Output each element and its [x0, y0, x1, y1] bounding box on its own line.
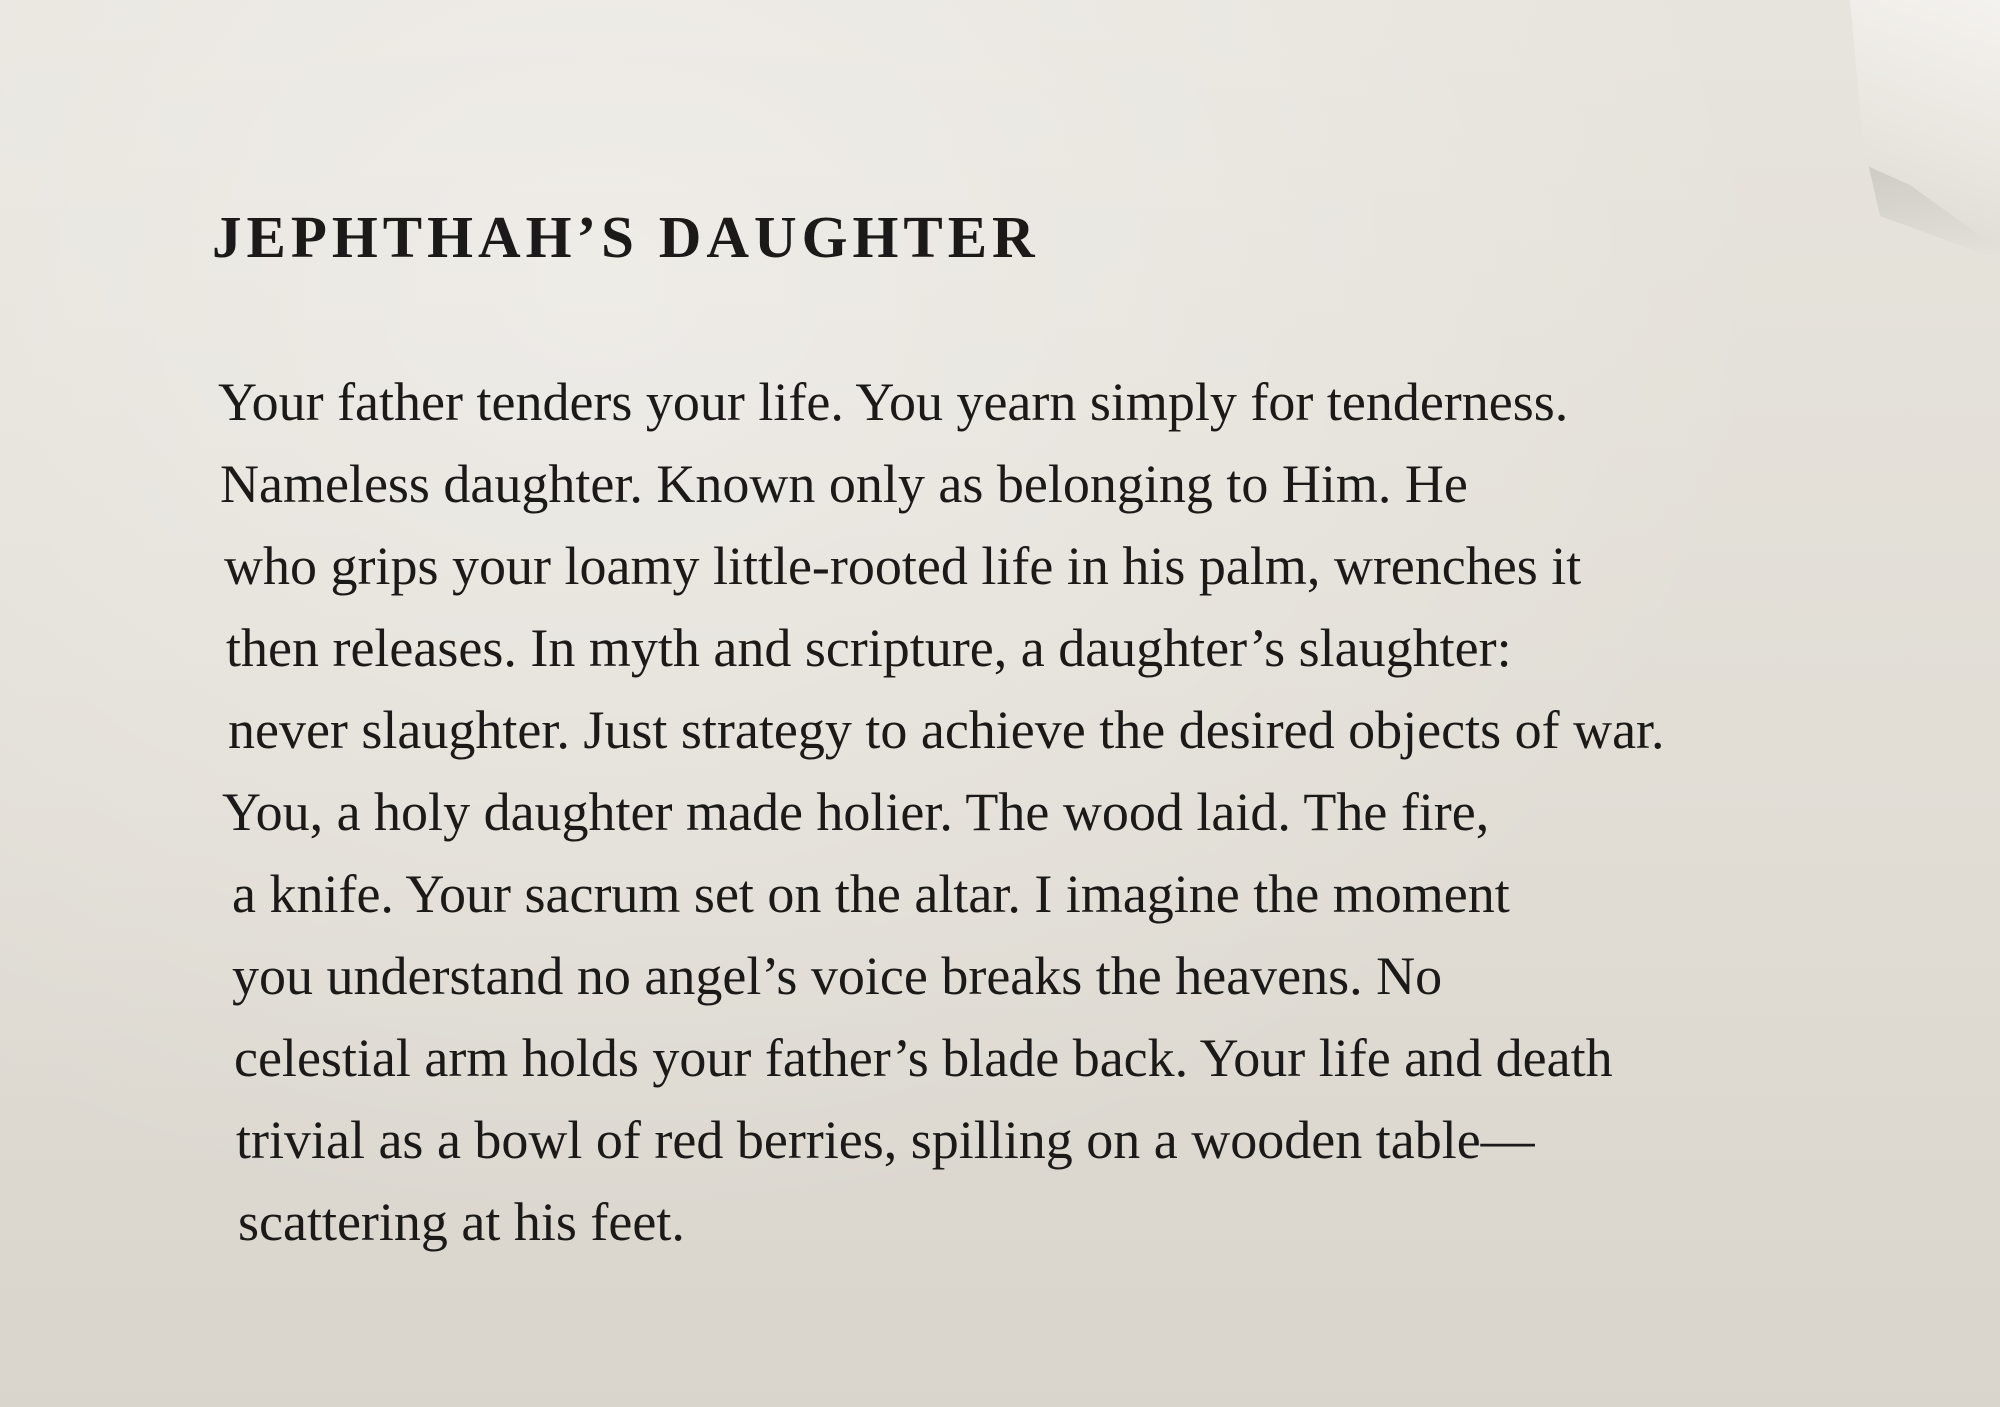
- poem-line: never slaughter. Just strategy to achieve the desired objects of war.: [228, 700, 1665, 760]
- poem-title: JEPHTHAH’S DAUGHTER: [212, 204, 1040, 270]
- poem-line: who grips your loamy little-rooted life in his palm, wrenches it: [224, 536, 1582, 596]
- poem-body: [218, 361, 1665, 1263]
- poem-line: You, a holy daughter made holier. The wood laid. The fire,: [222, 782, 1490, 842]
- poem-line: scattering at his feet.: [238, 1192, 685, 1252]
- poem-line: Nameless daughter. Known only as belonging to Him. He: [220, 454, 1468, 514]
- poem-line: a knife. Your sacrum set on the altar. I imagine the moment: [232, 864, 1510, 924]
- poem-line: trivial as a bowl of red berries, spilling on a wooden table—: [236, 1110, 1535, 1170]
- poem-line: Your father tenders your life. You yearn simply for tenderness.: [218, 372, 1569, 432]
- poem-line: you understand no angel’s voice breaks the heavens. No: [232, 946, 1443, 1006]
- poem-line: then releases. In myth and scripture, a daughter’s slaughter:: [226, 618, 1512, 678]
- poem-line: celestial arm holds your father’s blade back. Your life and death: [234, 1028, 1613, 1088]
